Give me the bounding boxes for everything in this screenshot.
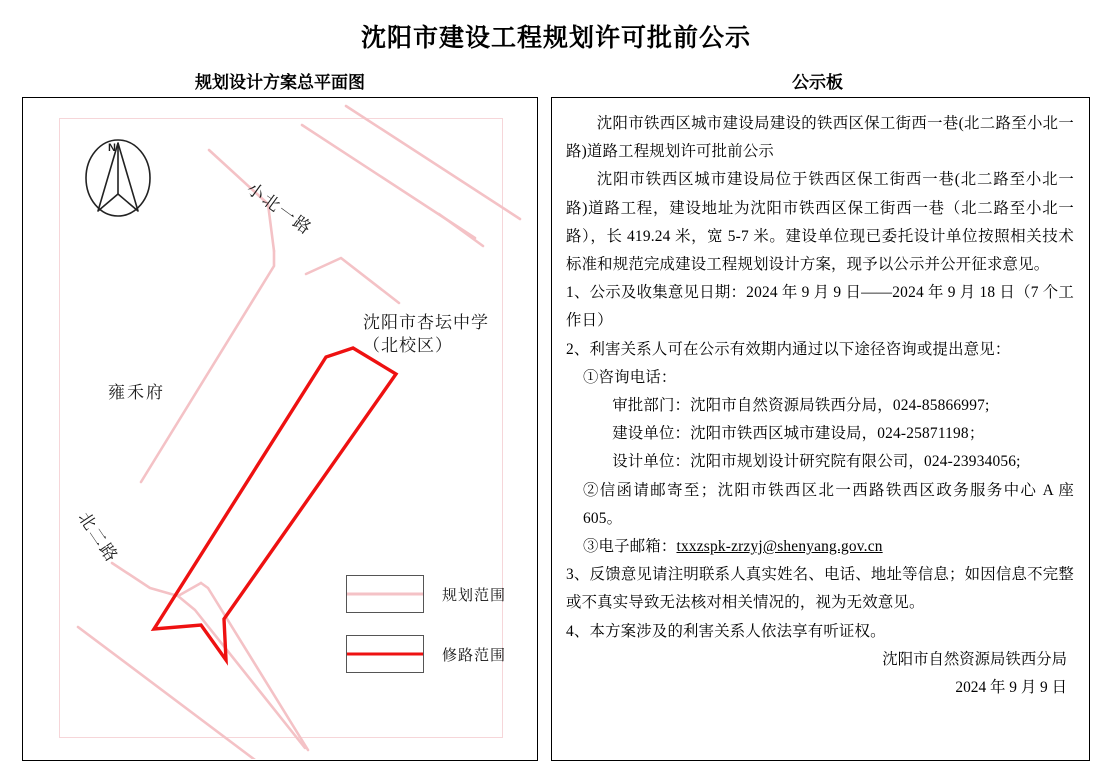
map-label-road-south: 北二路	[74, 508, 123, 567]
notice-paragraph: 审批部门：沈阳市自然资源局铁西分局，024-85866997;	[612, 397, 990, 415]
email-link[interactable]: txxzspk-zrzyj@shenyang.gov.cn	[676, 538, 883, 556]
notice-paragraph: ②信函请邮寄至；沈阳市铁西区北一西路铁西区政务服务中心 A 座 605。	[582, 481, 1074, 527]
north-arrow-icon	[86, 140, 150, 216]
notice-paragraph: ①咨询电话：	[582, 368, 677, 386]
compass-north-label: N	[108, 142, 116, 154]
notice-email-paragraph	[566, 533, 1074, 561]
map-label-school: 沈阳市杏坛中学（北校区）	[363, 313, 489, 355]
notice-paragraph: 1、公示及收集意见日期：2024 年 9 月 9 日——2024 年 9 月 18 日（7 个工作日）	[566, 284, 1074, 330]
legend-label-road-range: 修路范围	[442, 647, 507, 664]
notice-paragraph: 4、本方案涉及的利害关系人依法享有听证权。	[566, 622, 886, 640]
legend-swatch-planning-range	[346, 575, 424, 613]
signature-date: 2024 年 9 月 9 日	[955, 679, 1067, 697]
notice-board-heading: 公示板	[792, 73, 843, 92]
notice-text-body	[566, 110, 1074, 646]
legend-item-planning-range	[346, 575, 506, 613]
page-title: 沈阳市建设工程规划许可批前公示	[360, 25, 751, 52]
notice-board-panel	[551, 97, 1090, 761]
signature-organization: 沈阳市自然资源局铁西分局	[882, 651, 1067, 668]
notice-paragraph: 2、利害关系人可在公示有效期内通过以下途径咨询或提出意见：	[566, 340, 1011, 358]
map-label-residence: 雍禾府	[108, 383, 165, 402]
site-plan-panel	[22, 97, 538, 761]
notice-paragraph: 建设单位：沈阳市铁西区城市建设局，024-25871198；	[612, 425, 985, 443]
site-plan-heading: 规划设计方案总平面图	[195, 73, 365, 92]
notice-paragraph: 设计单位：沈阳市规划设计研究院有限公司，024-23934056;	[612, 453, 1021, 471]
legend-line-road-range	[347, 653, 423, 656]
legend-label-planning-range: 规划范围	[442, 587, 507, 604]
notice-paragraph: 沈阳市铁西区城市建设局建设的铁西区保工街西一巷(北二路至小北一路)道路工程规划许可批前公示	[566, 115, 1074, 161]
legend-line-planning-range	[347, 593, 423, 596]
map-legend	[346, 575, 506, 695]
notice-paragraph: 沈阳市铁西区城市建设局位于铁西区保工街西一巷(北二路至小北一路)道路工程，建设地址为沈阳市铁西区保工街西一巷（北二路至小北一路），长 419.24 米，宽 5-7 米。建设单位现已委托设计单位按照相关技术标准和规范完成建设工程规划设计方案，现予以公示并公开征求意见。	[566, 171, 1074, 274]
notice-email-prefix: ③电子邮箱：	[582, 538, 677, 556]
legend-item-road-range	[346, 635, 506, 673]
notice-paragraph: 3、反馈意见请注明联系人真实姓名、电话、地址等信息；如因信息不完整或不真实导致无法核对相关情况的，视为无效意见。	[566, 566, 1074, 612]
legend-swatch-road-range	[346, 635, 424, 673]
map-label-road-north: 小北一路	[243, 178, 316, 239]
signature-block	[882, 646, 1067, 702]
